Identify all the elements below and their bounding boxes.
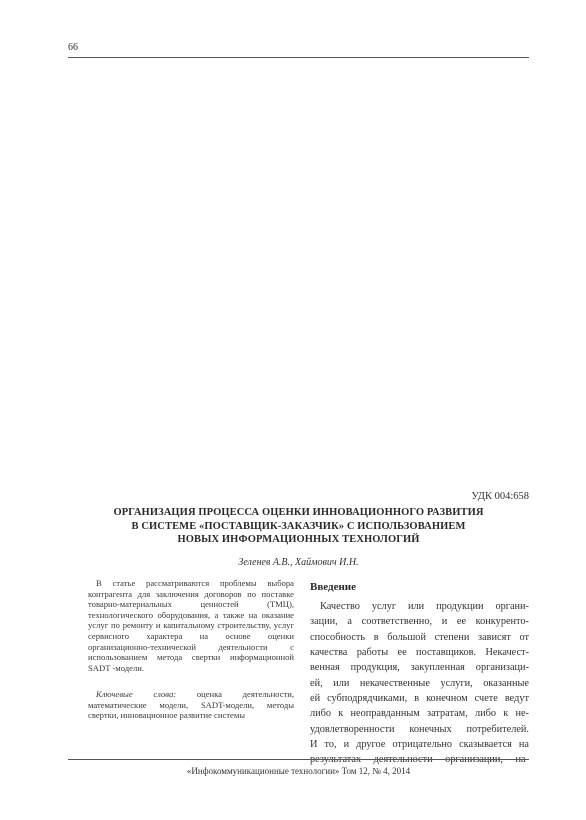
body-line: Качество услуг или продукции органи- xyxy=(320,601,529,612)
body-line: качества работы ее поставщиков. Некачест- xyxy=(310,647,529,659)
body-line: способность в большой степени зависят от xyxy=(310,631,529,643)
body-line: удовлетворенности конечных потребителей. xyxy=(310,723,529,735)
abstract-text: В статье рассматриваются проблемы выбора контрагента для заключения договоров по поставке товарно-материальных ценностей (ТМЦ), технологического оборудования, а также на оказание услуг по ремонту и капитальному строительству, услуг сервисного характера на основе оценки организационно-технической деятельности с использованием метода свертки информационной SADT -модели. xyxy=(88,578,294,673)
footer-rule xyxy=(68,759,529,760)
body-line: И то, и другое отрицательно сказывается на xyxy=(310,739,529,751)
body-line: ей субподрядчиками, в конечном счете ведут xyxy=(310,693,529,705)
title-line: НОВЫХ ИНФОРМАЦИОННЫХ ТЕХНОЛОГИЙ xyxy=(177,534,420,545)
keywords xyxy=(88,689,294,721)
title-line: ОРГАНИЗАЦИЯ ПРОЦЕССА ОЦЕНКИ ИННОВАЦИОННОГО РАЗВИТИЯ xyxy=(113,507,484,518)
body-line: венная продукция, закупленная организаци- xyxy=(310,662,529,674)
header-rule xyxy=(68,57,529,58)
journal-footer: «Инфокоммуникационные технологии» Том 12, № 4, 2014 xyxy=(186,766,411,776)
body-line: зации, а соответственно, и ее конкуренто- xyxy=(310,616,529,628)
section-heading: Введение xyxy=(310,581,357,593)
keywords-text: оценка деятельности, математические модели, SADT-модели, методы свертки, инновационное развитие системы xyxy=(88,689,295,721)
keywords-label: Ключевые слова: xyxy=(96,689,177,699)
udk-code: УДК 004:658 xyxy=(471,491,529,502)
body-line: либо к неоправданным затратам, либо к не- xyxy=(310,708,529,720)
keywords-paragraph xyxy=(88,689,294,721)
article-title xyxy=(68,506,529,547)
abstract xyxy=(88,578,294,673)
title-line: В СИСТЕМЕ «ПОСТАВЩИК-ЗАКАЗЧИК» С ИСПОЛЬЗОВАНИЕМ xyxy=(131,520,466,532)
page-number: 66 xyxy=(68,42,78,53)
body-text xyxy=(310,599,529,768)
article-authors: Зеленев А.В., Хаймович И.Н. xyxy=(238,557,359,568)
body-line: ей, или некачественные услуги, оказанные xyxy=(310,677,529,689)
body-line: результатах деятельности организации, на- xyxy=(310,754,529,766)
